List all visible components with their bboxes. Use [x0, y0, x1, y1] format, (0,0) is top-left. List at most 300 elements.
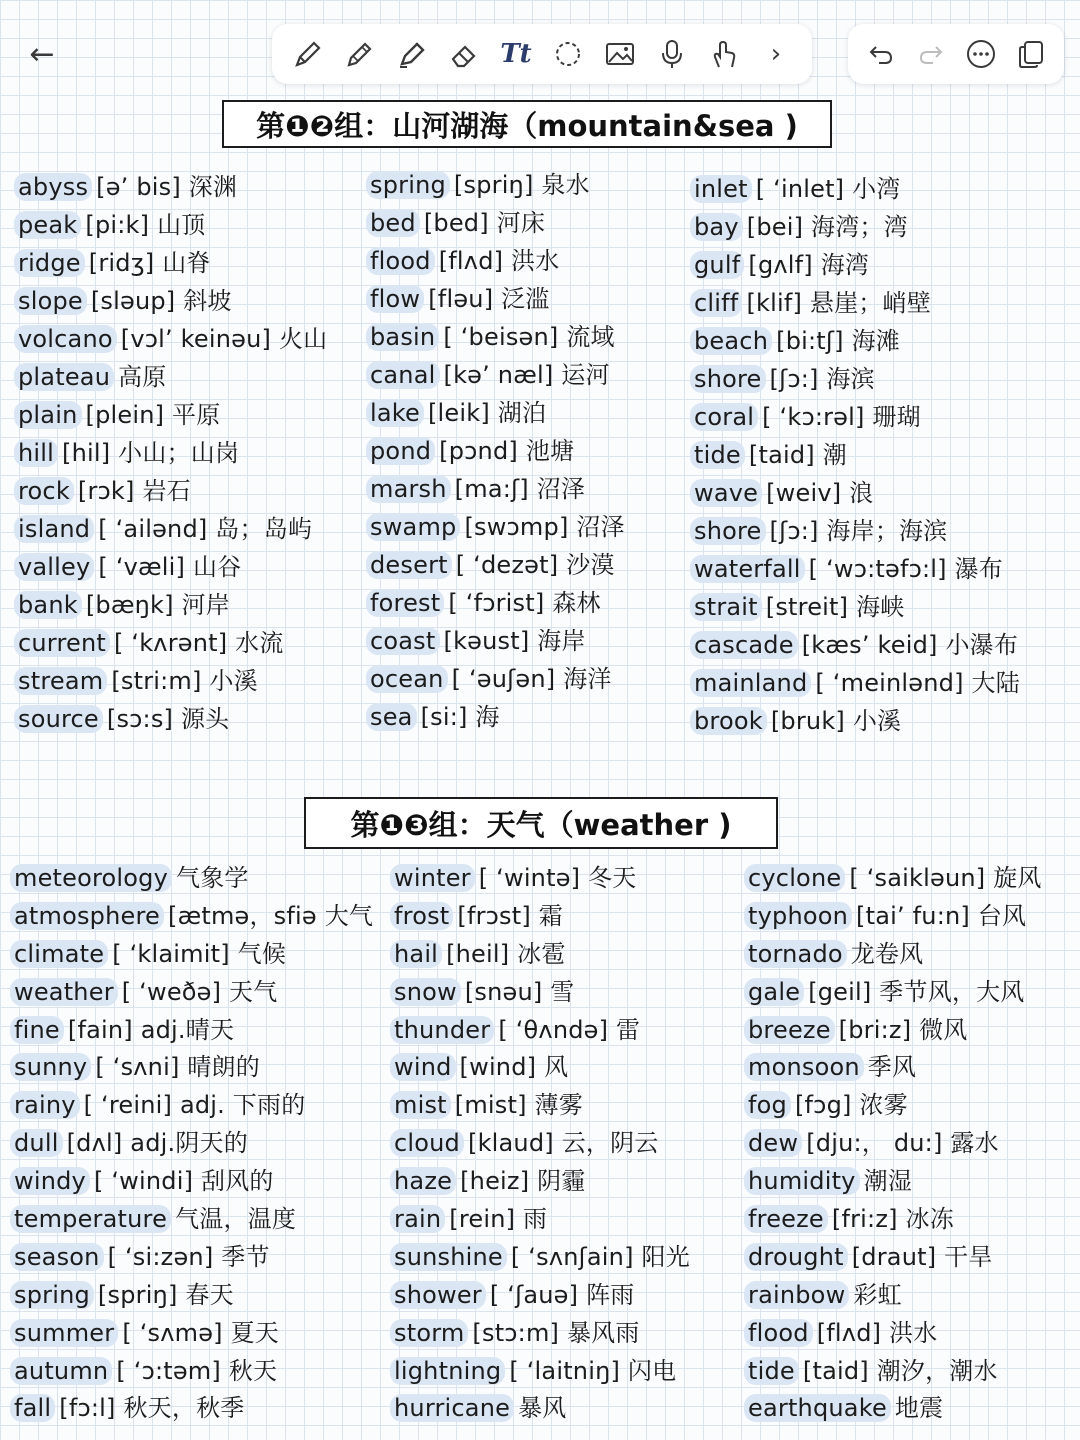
vocab-meaning: 小瀑布: [945, 631, 1019, 659]
vocab-phonetic: [bruk]: [770, 707, 845, 735]
vocab-entry: [366, 508, 625, 546]
vocab-word: frost: [390, 902, 453, 930]
drawing-tools-bar: [272, 24, 812, 84]
vocab-phonetic: [ ‘klaimit]: [112, 939, 230, 968]
undo-icon[interactable]: [860, 33, 902, 75]
vocab-phonetic: [ʃɔ:]: [769, 365, 819, 393]
vocab-word: earthquake: [744, 1394, 891, 1422]
vocab-word: monsoon: [744, 1053, 864, 1081]
vocab-phonetic: [fɔ:l]: [59, 1394, 116, 1423]
vocab-word: forest: [366, 589, 444, 617]
vocab-word: typhoon: [744, 902, 852, 930]
vocab-entry: [14, 472, 327, 510]
vocab-entry: [744, 1201, 1042, 1239]
vocab-entry: [690, 588, 1020, 626]
vocab-word: bank: [14, 591, 82, 619]
vocab-word: inlet: [690, 175, 752, 203]
vocab-word: flow: [366, 285, 424, 313]
vocab-word: pond: [366, 437, 435, 465]
vocab-word: snow: [390, 978, 461, 1006]
vocab-phonetic: [bi:tʃ]: [776, 327, 844, 355]
vocab-entry: [390, 936, 690, 974]
vocab-entry: [10, 1163, 373, 1201]
vocab-entry: [390, 1390, 690, 1428]
section-13-column-1: [10, 860, 373, 1428]
vocab-entry: [390, 860, 690, 898]
vocab-entry: [390, 1125, 690, 1163]
vocab-entry: [14, 586, 327, 624]
vocab-entry: [14, 700, 327, 738]
vocab-word: cloud: [390, 1129, 464, 1157]
vocab-word: shower: [390, 1281, 486, 1309]
vocab-meaning: 阵雨: [586, 1280, 635, 1309]
vocab-word: rainy: [10, 1091, 80, 1119]
vocab-meaning: 天气: [229, 977, 278, 1006]
vocab-word: ocean: [366, 665, 448, 693]
vocab-meaning: 刮风的: [201, 1167, 274, 1196]
vocab-phonetic: [pi:k]: [85, 211, 150, 239]
vocab-word: desert: [366, 551, 452, 579]
lasso-icon[interactable]: [547, 33, 589, 75]
vocab-phonetic: [ ‘kʌrənt]: [113, 629, 228, 657]
vocab-meaning: 龙卷风: [850, 939, 924, 968]
vocab-meaning: 海湾；湾: [811, 213, 908, 241]
vocab-word: rainbow: [744, 1281, 849, 1309]
vocab-meaning: 地震: [894, 1394, 944, 1423]
vocab-phonetic: [ ‘reini]: [83, 1091, 173, 1120]
vocab-meaning: 薄雾: [534, 1091, 583, 1120]
more-icon[interactable]: [960, 33, 1002, 75]
vocab-meaning: 云，阴云: [561, 1129, 659, 1158]
redo-icon[interactable]: [910, 33, 952, 75]
vocab-entry: [14, 168, 327, 206]
vocab-entry: [14, 358, 327, 396]
vocab-phonetic: [hil]: [62, 439, 111, 467]
vocab-entry: [366, 166, 625, 204]
vocab-entry: [366, 394, 625, 432]
vocab-meaning: 潮汐，潮水: [876, 1356, 998, 1385]
vocab-meaning: 小溪: [209, 667, 258, 695]
vocab-phonetic: [sɔ:s]: [106, 705, 174, 733]
vocab-entry: [14, 206, 327, 244]
vocab-entry: [690, 208, 1020, 246]
vocab-meaning: 彩虹: [853, 1280, 902, 1309]
copy-icon[interactable]: [1010, 33, 1052, 75]
vocab-entry: [14, 548, 327, 586]
vocab-word: hill: [14, 439, 58, 467]
vocab-word: valley: [14, 553, 94, 581]
vocab-meaning: 海洋: [563, 665, 612, 693]
vocab-entry: [14, 662, 327, 700]
vocab-entry: [744, 1087, 1042, 1125]
vocab-entry: [390, 1277, 690, 1315]
vocab-phonetic: [rein]: [449, 1205, 516, 1234]
vocab-meaning: 晴朗的: [187, 1053, 260, 1082]
vocab-word: cascade: [690, 631, 798, 659]
vocab-meaning: 旋风: [993, 864, 1042, 892]
vocab-meaning: 火山: [278, 325, 328, 353]
vocab-meaning: adj. 下雨的: [179, 1091, 306, 1120]
vocab-phonetic: [ ‘kɔ:rəl]: [762, 403, 865, 431]
vocab-word: plain: [14, 401, 82, 429]
arrow-left-icon[interactable]: ←: [29, 36, 55, 72]
vocab-meaning: 山顶: [157, 211, 206, 239]
vocab-entry: [366, 660, 625, 698]
vocab-word: waterfall: [690, 555, 805, 583]
vocab-meaning: 气候: [237, 939, 287, 968]
touch-icon[interactable]: [703, 33, 745, 75]
vocab-entry: [744, 860, 1042, 898]
vocab-entry: [690, 360, 1020, 398]
vocab-phonetic: [ ‘wɔ:təfɔ:l]: [808, 555, 947, 583]
vocab-phonetic: [geil]: [808, 977, 872, 1006]
vocab-meaning: 夏天: [230, 1318, 279, 1347]
vocab-word: island: [14, 515, 94, 543]
vocab-word: dull: [10, 1129, 63, 1157]
vocab-meaning: 雨: [523, 1205, 548, 1234]
vocab-entry: [10, 1315, 373, 1353]
vocab-entry: [690, 246, 1020, 284]
vocab-word: fall: [10, 1394, 55, 1422]
vocab-entry: [14, 510, 327, 548]
vocab-meaning: 海岸: [537, 627, 586, 655]
vocab-entry: [366, 280, 625, 318]
vocab-word: beach: [690, 327, 772, 355]
vocab-word: cyclone: [744, 864, 845, 892]
vocab-phonetic: [bæŋk]: [85, 591, 174, 619]
vocab-entry: [14, 320, 327, 358]
vocab-meaning: 洪水: [511, 247, 560, 275]
vocab-meaning: 泉水: [541, 171, 590, 199]
section-13-column-2: [390, 860, 690, 1428]
vocab-entry: [390, 1239, 690, 1277]
vocab-phonetic: [ ‘saikləun]: [849, 864, 986, 892]
vocab-phonetic: [ætmə，sfiə: [168, 901, 317, 930]
vocab-phonetic: [ ‘laitniŋ]: [509, 1356, 621, 1385]
vocab-entry: [690, 398, 1020, 436]
vocab-meaning: 春天: [185, 1280, 234, 1309]
vocab-entry: [390, 1201, 690, 1239]
vocab-phonetic: [ ‘ɔ:təm]: [116, 1356, 221, 1385]
vocab-entry: [744, 1012, 1042, 1050]
vocab-word: gulf: [690, 251, 744, 279]
vocab-meaning: 岩石: [142, 477, 191, 505]
pen-icon[interactable]: [287, 33, 329, 75]
vocab-entry: [14, 434, 327, 472]
vocab-word: breeze: [744, 1016, 835, 1044]
top-toolbar: [0, 0, 1080, 110]
vocab-word: weather: [10, 978, 118, 1006]
vocab-word: slope: [14, 287, 87, 315]
vocab-word: shore: [690, 365, 766, 393]
vocab-entry: [10, 1201, 373, 1239]
vocab-phonetic: [ ‘ʃauə]: [489, 1280, 579, 1309]
vocab-word: source: [14, 705, 103, 733]
vocab-word: mainland: [690, 669, 811, 697]
vocab-phonetic: [fɔg]: [794, 1091, 852, 1120]
vocab-meaning: 瀑布: [954, 555, 1003, 583]
vocab-phonetic: [ ‘ailənd]: [98, 515, 208, 543]
vocab-meaning: 海: [475, 703, 500, 731]
vocab-phonetic: [ ‘windi]: [93, 1167, 194, 1196]
vocab-phonetic: [ridʒ]: [88, 249, 155, 277]
vocab-meaning: 泛滥: [501, 285, 550, 313]
vocab-word: winter: [390, 864, 475, 892]
vocab-word: fog: [744, 1091, 791, 1119]
vocab-entry: [366, 356, 625, 394]
vocab-phonetic: [gʌlf]: [748, 251, 813, 279]
vocab-word: canal: [366, 361, 440, 389]
vocab-phonetic: [klaud]: [468, 1129, 554, 1158]
vocab-phonetic: [bei]: [746, 213, 804, 241]
vocab-entry: [690, 436, 1020, 474]
vocab-entry: [690, 550, 1020, 588]
vocab-phonetic: [ ‘si:zən]: [107, 1242, 214, 1271]
vocab-word: coast: [366, 627, 440, 655]
vocab-word: peak: [14, 211, 81, 239]
vocab-entry: [390, 898, 690, 936]
vocab-meaning: 海滨: [826, 365, 875, 393]
vocab-phonetic: [klif]: [746, 289, 803, 317]
vocab-word: autumn: [10, 1357, 112, 1385]
vocab-phonetic: [ ‘θʌndə]: [498, 1015, 609, 1044]
vocab-phonetic: [ ‘væli]: [98, 553, 186, 581]
vocab-meaning: adj.阴天的: [130, 1129, 248, 1158]
vocab-phonetic: [ ‘beisən]: [443, 323, 559, 351]
vocab-entry: [690, 512, 1020, 550]
vocab-word: plateau: [14, 363, 114, 391]
vocab-meaning: 露水: [950, 1129, 999, 1158]
vocab-meaning: 小溪: [852, 707, 902, 735]
vocab-word: bay: [690, 213, 743, 241]
vocab-word: season: [10, 1243, 104, 1271]
vocab-phonetic: [vɔl’ keinəu]: [120, 325, 272, 353]
pencil-icon[interactable]: [339, 33, 381, 75]
text-icon[interactable]: Tt: [500, 39, 532, 69]
vocab-word: stream: [14, 667, 107, 695]
vocab-word: ridge: [14, 249, 85, 277]
vocab-phonetic: [fləu]: [428, 285, 494, 313]
vocab-entry: [366, 698, 625, 736]
vocab-phonetic: [swɔmp]: [464, 513, 569, 541]
vocab-word: wave: [690, 479, 762, 507]
vocab-word: meteorology: [10, 864, 172, 892]
vocab-phonetic: [bed]: [423, 209, 489, 237]
vocab-meaning: 平原: [172, 401, 221, 429]
vocab-word: rock: [14, 477, 74, 505]
vocab-entry: [744, 1353, 1042, 1391]
vocab-phonetic: [ ‘sʌmə]: [122, 1318, 223, 1347]
vocab-entry: [744, 974, 1042, 1012]
actions-bar: [848, 24, 1064, 84]
vocab-phonetic: [si:]: [420, 703, 468, 731]
vocab-phonetic: [fri:z]: [831, 1205, 898, 1234]
vocab-phonetic: [wind]: [459, 1053, 537, 1082]
vocab-entry: [14, 282, 327, 320]
vocab-word: hail: [390, 940, 442, 968]
vocab-word: tide: [690, 441, 745, 469]
vocab-entry: [690, 664, 1020, 702]
vocab-meaning: 湖泊: [497, 399, 547, 427]
vocab-word: drought: [744, 1243, 848, 1271]
vocab-phonetic: [mist]: [454, 1091, 527, 1120]
vocab-word: rain: [390, 1205, 445, 1233]
vocab-meaning: 浓雾: [859, 1091, 908, 1120]
vocab-word: cliff: [690, 289, 742, 317]
vocab-meaning: 潮湿: [863, 1167, 912, 1196]
vocab-phonetic: [ ‘meinlənd]: [815, 669, 964, 697]
vocab-word: sunshine: [390, 1243, 507, 1271]
vocab-meaning: 季节风，大风: [879, 977, 1025, 1006]
vocab-meaning: 深渊: [188, 173, 238, 201]
vocab-word: coral: [690, 403, 758, 431]
vocab-meaning: 悬崖；峭壁: [809, 289, 931, 317]
vocab-phonetic: [ʃɔ:]: [769, 517, 819, 545]
vocab-phonetic: [frɔst]: [457, 901, 531, 930]
chevron-right-icon[interactable]: ›: [770, 39, 782, 69]
vocab-phonetic: [rɔk]: [77, 477, 135, 505]
vocab-phonetic: [ə’ bis]: [96, 173, 181, 201]
vocab-phonetic: [spriŋ]: [453, 171, 534, 199]
vocab-meaning: 池塘: [525, 437, 575, 465]
vocab-word: bed: [366, 209, 420, 237]
vocab-phonetic: [heil]: [446, 939, 510, 968]
vocab-entry: [10, 1353, 373, 1391]
vocab-word: climate: [10, 940, 108, 968]
vocab-meaning: 沙漠: [566, 551, 615, 579]
vocab-phonetic: [ma:ʃ]: [454, 475, 529, 503]
vocab-entry: [390, 1087, 690, 1125]
vocab-entry: [366, 546, 625, 584]
marker-icon[interactable]: [391, 33, 433, 75]
vocab-word: temperature: [10, 1205, 171, 1233]
vocab-meaning: 霜: [538, 901, 563, 930]
vocab-meaning: 海湾: [820, 251, 870, 279]
vocab-meaning: 闪电: [627, 1356, 677, 1385]
vocab-meaning: 小湾: [852, 175, 901, 203]
vocab-phonetic: [kəust]: [443, 627, 530, 655]
vocab-entry: [744, 1239, 1042, 1277]
vocab-entry: [390, 974, 690, 1012]
vocab-phonetic: [leik]: [427, 399, 490, 427]
vocab-meaning: 浪: [849, 479, 874, 507]
vocab-meaning: 阳光: [641, 1242, 690, 1271]
vocab-entry: [14, 396, 327, 434]
vocab-entry: [390, 1353, 690, 1391]
vocab-meaning: adj.晴天: [140, 1015, 235, 1044]
vocab-entry: [366, 470, 625, 508]
vocab-meaning: 珊瑚: [872, 403, 921, 431]
vocab-entry: [10, 974, 373, 1012]
section-12-title: 第❶❷组：山河湖海（mountain&sea ): [222, 100, 832, 148]
vocab-meaning: 雪: [550, 977, 575, 1006]
vocab-entry: [10, 1390, 373, 1428]
vocab-meaning: 沼泽: [576, 513, 625, 541]
vocab-entry: [366, 432, 625, 470]
vocab-word: humidity: [744, 1167, 860, 1195]
vocab-phonetic: [dju:， du:]: [806, 1129, 943, 1158]
vocab-entry: [390, 1163, 690, 1201]
vocab-phonetic: [ ‘sʌnʃain]: [510, 1242, 634, 1271]
vocab-meaning: 流域: [566, 323, 615, 351]
vocab-phonetic: [snəu]: [464, 977, 543, 1006]
vocab-meaning: 季风: [867, 1053, 917, 1082]
vocab-phonetic: [kə’ næl]: [443, 361, 554, 389]
vocab-phonetic: [flʌd]: [438, 247, 504, 275]
vocab-meaning: 气象学: [176, 864, 249, 892]
vocab-word: thunder: [390, 1016, 494, 1044]
vocab-entry: [10, 936, 373, 974]
vocab-meaning: 洪水: [889, 1318, 938, 1347]
vocab-meaning: 森林: [552, 589, 601, 617]
eraser-icon[interactable]: [443, 33, 485, 75]
vocab-meaning: 冰冻: [905, 1205, 954, 1234]
vocab-word: flood: [744, 1319, 813, 1347]
vocab-phonetic: [spriŋ]: [97, 1280, 178, 1309]
image-icon[interactable]: [599, 33, 641, 75]
vocab-meaning: 小山；山岗: [118, 439, 240, 467]
vocab-entry: [10, 1125, 373, 1163]
vocab-entry: [14, 244, 327, 282]
vocab-meaning: 微风: [919, 1015, 968, 1044]
vocab-word: gale: [744, 978, 804, 1006]
section-13-title: 第❶❸组：天气（weather ): [304, 797, 778, 849]
vocab-phonetic: [ ‘əuʃən]: [451, 665, 556, 693]
vocab-entry: [744, 1125, 1042, 1163]
vocab-phonetic: [draut]: [851, 1242, 937, 1271]
vocab-meaning: 海岸；海滨: [826, 517, 948, 545]
vocab-phonetic: [dʌl]: [66, 1129, 123, 1158]
vocab-meaning: 暴风: [518, 1394, 567, 1423]
vocab-entry: [690, 474, 1020, 512]
vocab-meaning: 潮: [822, 441, 847, 469]
vocab-word: basin: [366, 323, 439, 351]
vocab-entry: [744, 1390, 1042, 1428]
vocab-entry: [690, 626, 1020, 664]
vocab-entry: [690, 284, 1020, 322]
vocab-entry: [10, 1277, 373, 1315]
vocab-word: spring: [366, 171, 450, 199]
vocab-phonetic: [kæs’ keid]: [801, 631, 938, 659]
vocab-phonetic: [stri:m]: [111, 667, 202, 695]
vocab-entry: [390, 1315, 690, 1353]
vocab-phonetic: [heiz]: [460, 1167, 530, 1196]
section-12-column-3: [690, 170, 1020, 740]
vocab-entry: [10, 898, 373, 936]
vocab-meaning: 山脊: [162, 249, 211, 277]
vocab-word: volcano: [14, 325, 117, 353]
vocab-entry: [744, 1163, 1042, 1201]
vocab-word: atmosphere: [10, 902, 164, 930]
vocab-meaning: 雷: [616, 1015, 641, 1044]
vocab-entry: [10, 1049, 373, 1087]
vocab-phonetic: [ ‘weðə]: [121, 977, 222, 1006]
section-13-column-3: [744, 860, 1042, 1428]
vocab-phonetic: [plein]: [85, 401, 165, 429]
microphone-icon[interactable]: [651, 33, 693, 75]
vocab-phonetic: [fain]: [67, 1015, 133, 1044]
vocab-entry: [390, 1012, 690, 1050]
vocab-word: tide: [744, 1357, 799, 1385]
vocab-meaning: 海滩: [851, 327, 900, 355]
vocab-word: current: [14, 629, 110, 657]
vocab-entry: [366, 318, 625, 356]
vocab-meaning: 源头: [180, 705, 230, 733]
vocab-meaning: 岛；岛屿: [215, 515, 313, 543]
vocab-phonetic: [ ‘fɔrist]: [448, 589, 545, 617]
vocab-word: spring: [10, 1281, 94, 1309]
vocab-meaning: 冰雹: [517, 939, 566, 968]
